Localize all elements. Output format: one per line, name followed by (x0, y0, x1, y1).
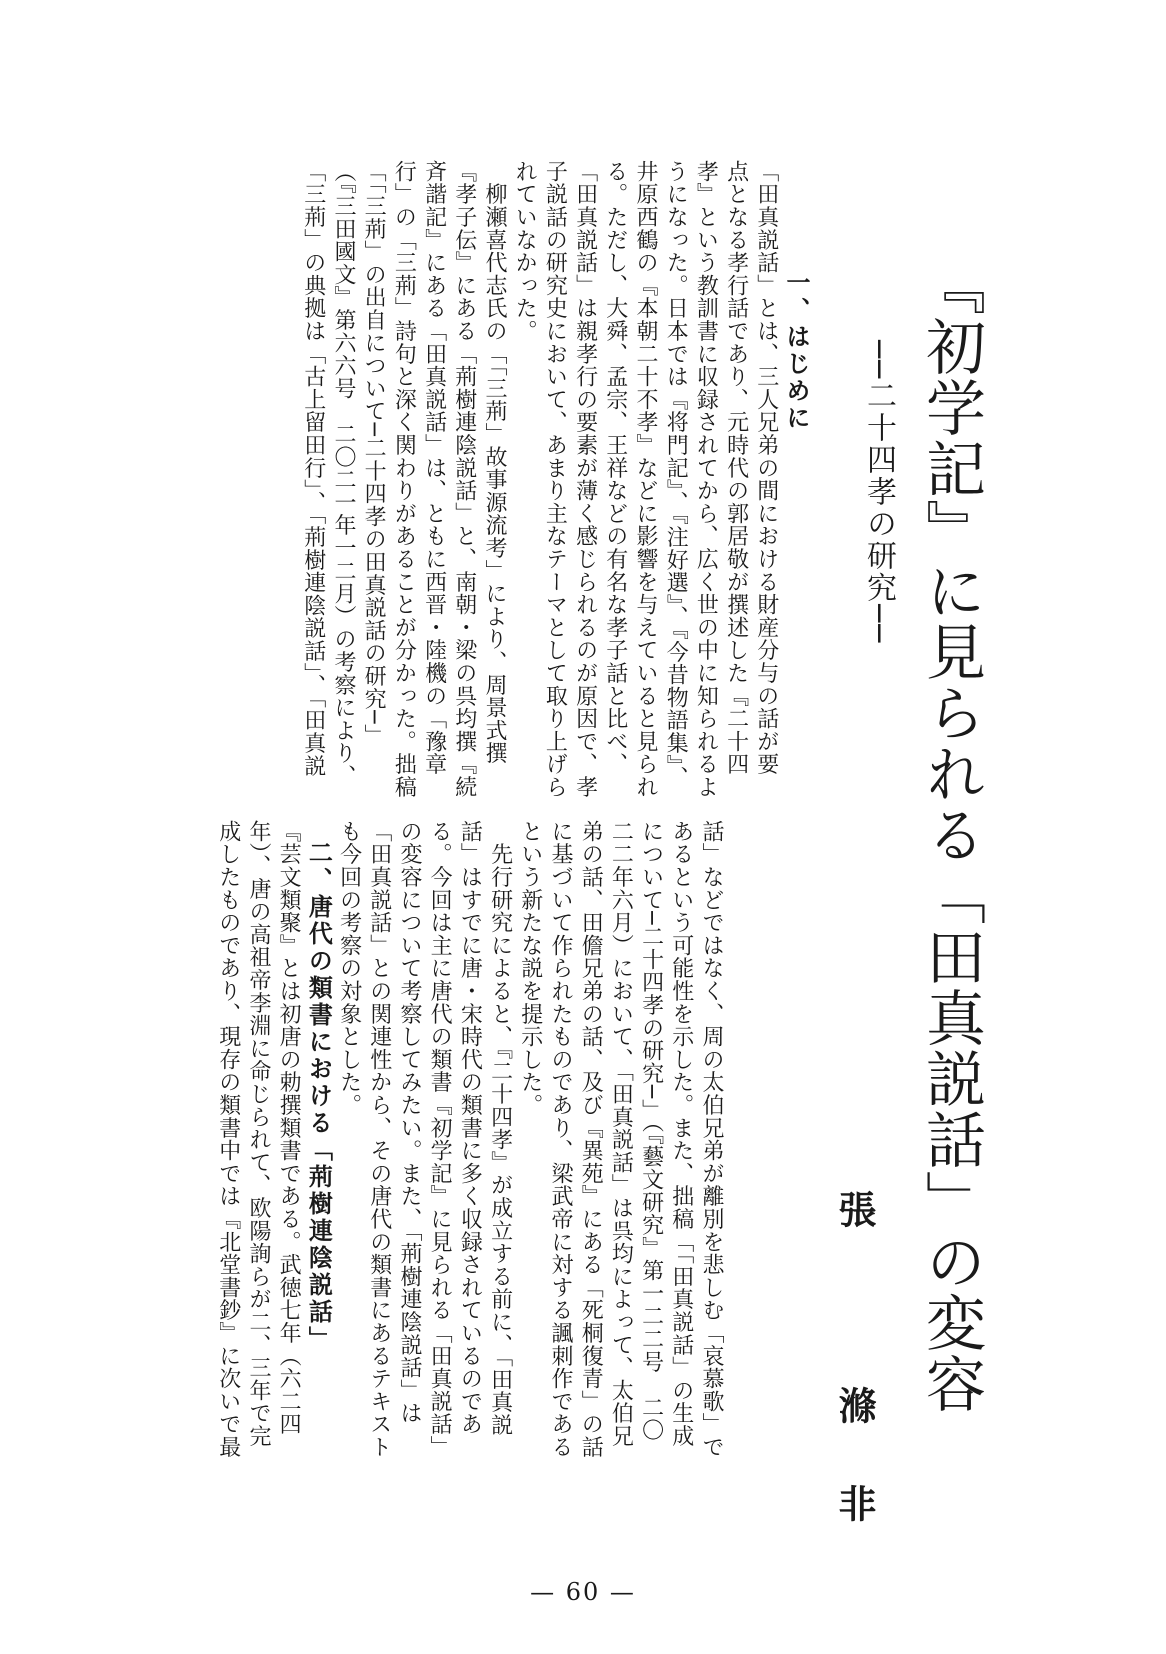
body-line: 年）、唐の高祖帝李淵に命じられて、欧陽詢らが二、三年で完 (245, 820, 271, 1448)
body-line: る。ただし、大舜、孟宗、王祥などの有名な孝子話と比べ、 (602, 160, 628, 776)
body-line: 話」などではなく、周の太伯兄弟が離別を悲しむ「哀慕歌」で (699, 820, 724, 1459)
body-text-lower (213, 820, 726, 1460)
body-line: （『三田國文』第六六号 二〇二一年一二月）の考察により、 (330, 160, 356, 788)
article-subtitle: ──二十四孝の研究── (861, 340, 896, 645)
page-number: — 60 — (530, 1578, 636, 1606)
body-line: 柳瀬喜代志氏の「「三荊」故事源流考」により、周景式撰 (481, 160, 507, 765)
section-heading-tang-encyclopedias: 二、唐代の類書における「荊樹連陰説話」 (304, 840, 333, 1353)
section-heading-introduction: 一、はじめに (782, 270, 810, 432)
body-line: も今回の考察の対象とした。 (336, 820, 362, 1117)
body-line: 話」はすでに唐・宋時代の類書に多く収録されているのであ (457, 820, 483, 1436)
body-line: あるという可能性を示した。また、拙稿「「田真説話」の生成 (668, 820, 694, 1448)
body-line: 『孝子伝』にある「荊樹連陰説話」と、南朝・梁の呉均撰『続 (451, 160, 477, 799)
body-line: について─二十四孝の研究─」（『藝文研究』第一二二号 二〇 (638, 820, 664, 1442)
body-line: 「三荊」の典拠は「古上留田行」、「荊樹連陰説話」、「田真説 (300, 160, 326, 778)
body-line: 「田真説話」とは、三人兄弟の間における財産分与の話が要 (753, 160, 779, 776)
body-line: うになった。日本では『将門記』、『注好選』、『今昔物語集』、 (663, 160, 689, 789)
body-line: 「田真説話」との関連性から、その唐代の類書にあるテキスト (366, 820, 392, 1459)
body-line: 点となる孝行話であり、元時代の郭居敬が撰述した『二十四 (723, 160, 749, 776)
body-line: 先行研究によると、『二十四孝』が成立する前に、「田真説 (487, 820, 513, 1437)
body-line: 孝』という教訓書に収録されてから、広く世の中に知られるよ (693, 160, 719, 799)
body-line: 二二年六月）において、「田真説話」は呉均によって、太伯兄 (608, 820, 634, 1448)
body-line: の変容について考察してみたい。また、「荊樹連陰説話」は (396, 820, 422, 1425)
body-line: れていなかった。 (512, 160, 538, 343)
body-line: 斉諧記』にある「田真説話」は、ともに西晋・陸機の「豫章 (421, 160, 447, 776)
body-line: という新たな説を提示した。 (517, 820, 543, 1117)
body-line: 「「三荊」の出自について─二十四孝の田真説話の研究─」 (361, 160, 387, 748)
body-line: 井原西鶴の『本朝二十不孝』などに影響を与えていると見られ (632, 160, 658, 799)
body-line: る。今回は主に唐代の類書『初学記』に見られる「田真説話」 (427, 820, 453, 1459)
author-name: 張 滌非 (832, 1190, 877, 1582)
body-line: 『芸文類聚』とは初唐の勅撰類書である。武徳七年（六二四 (276, 820, 302, 1436)
article-title: 『初学記』に見られる「田真説話」の変容 (916, 255, 986, 1414)
body-line: 子説話の研究史において、あまり主なテーマとして取り上げら (542, 160, 568, 799)
body-line: 「田真説話」は親孝行の要素が薄く感じられるのが原因で、孝 (572, 160, 598, 799)
body-text-upper (298, 160, 811, 799)
body-line: に基づいて作られたものであり、梁武帝に対する諷刺作である (547, 820, 573, 1459)
body-line: 弟の話、田儋兄弟の話、及び『異苑』にある「死桐復青」の話 (578, 820, 604, 1459)
body-line: 行」の「三荊」詩句と深く関わりがあることが分かった。拙稿 (391, 160, 417, 799)
body-line: 成したものであり、現存の類書中では『北堂書鈔』に次いで最 (215, 820, 241, 1459)
